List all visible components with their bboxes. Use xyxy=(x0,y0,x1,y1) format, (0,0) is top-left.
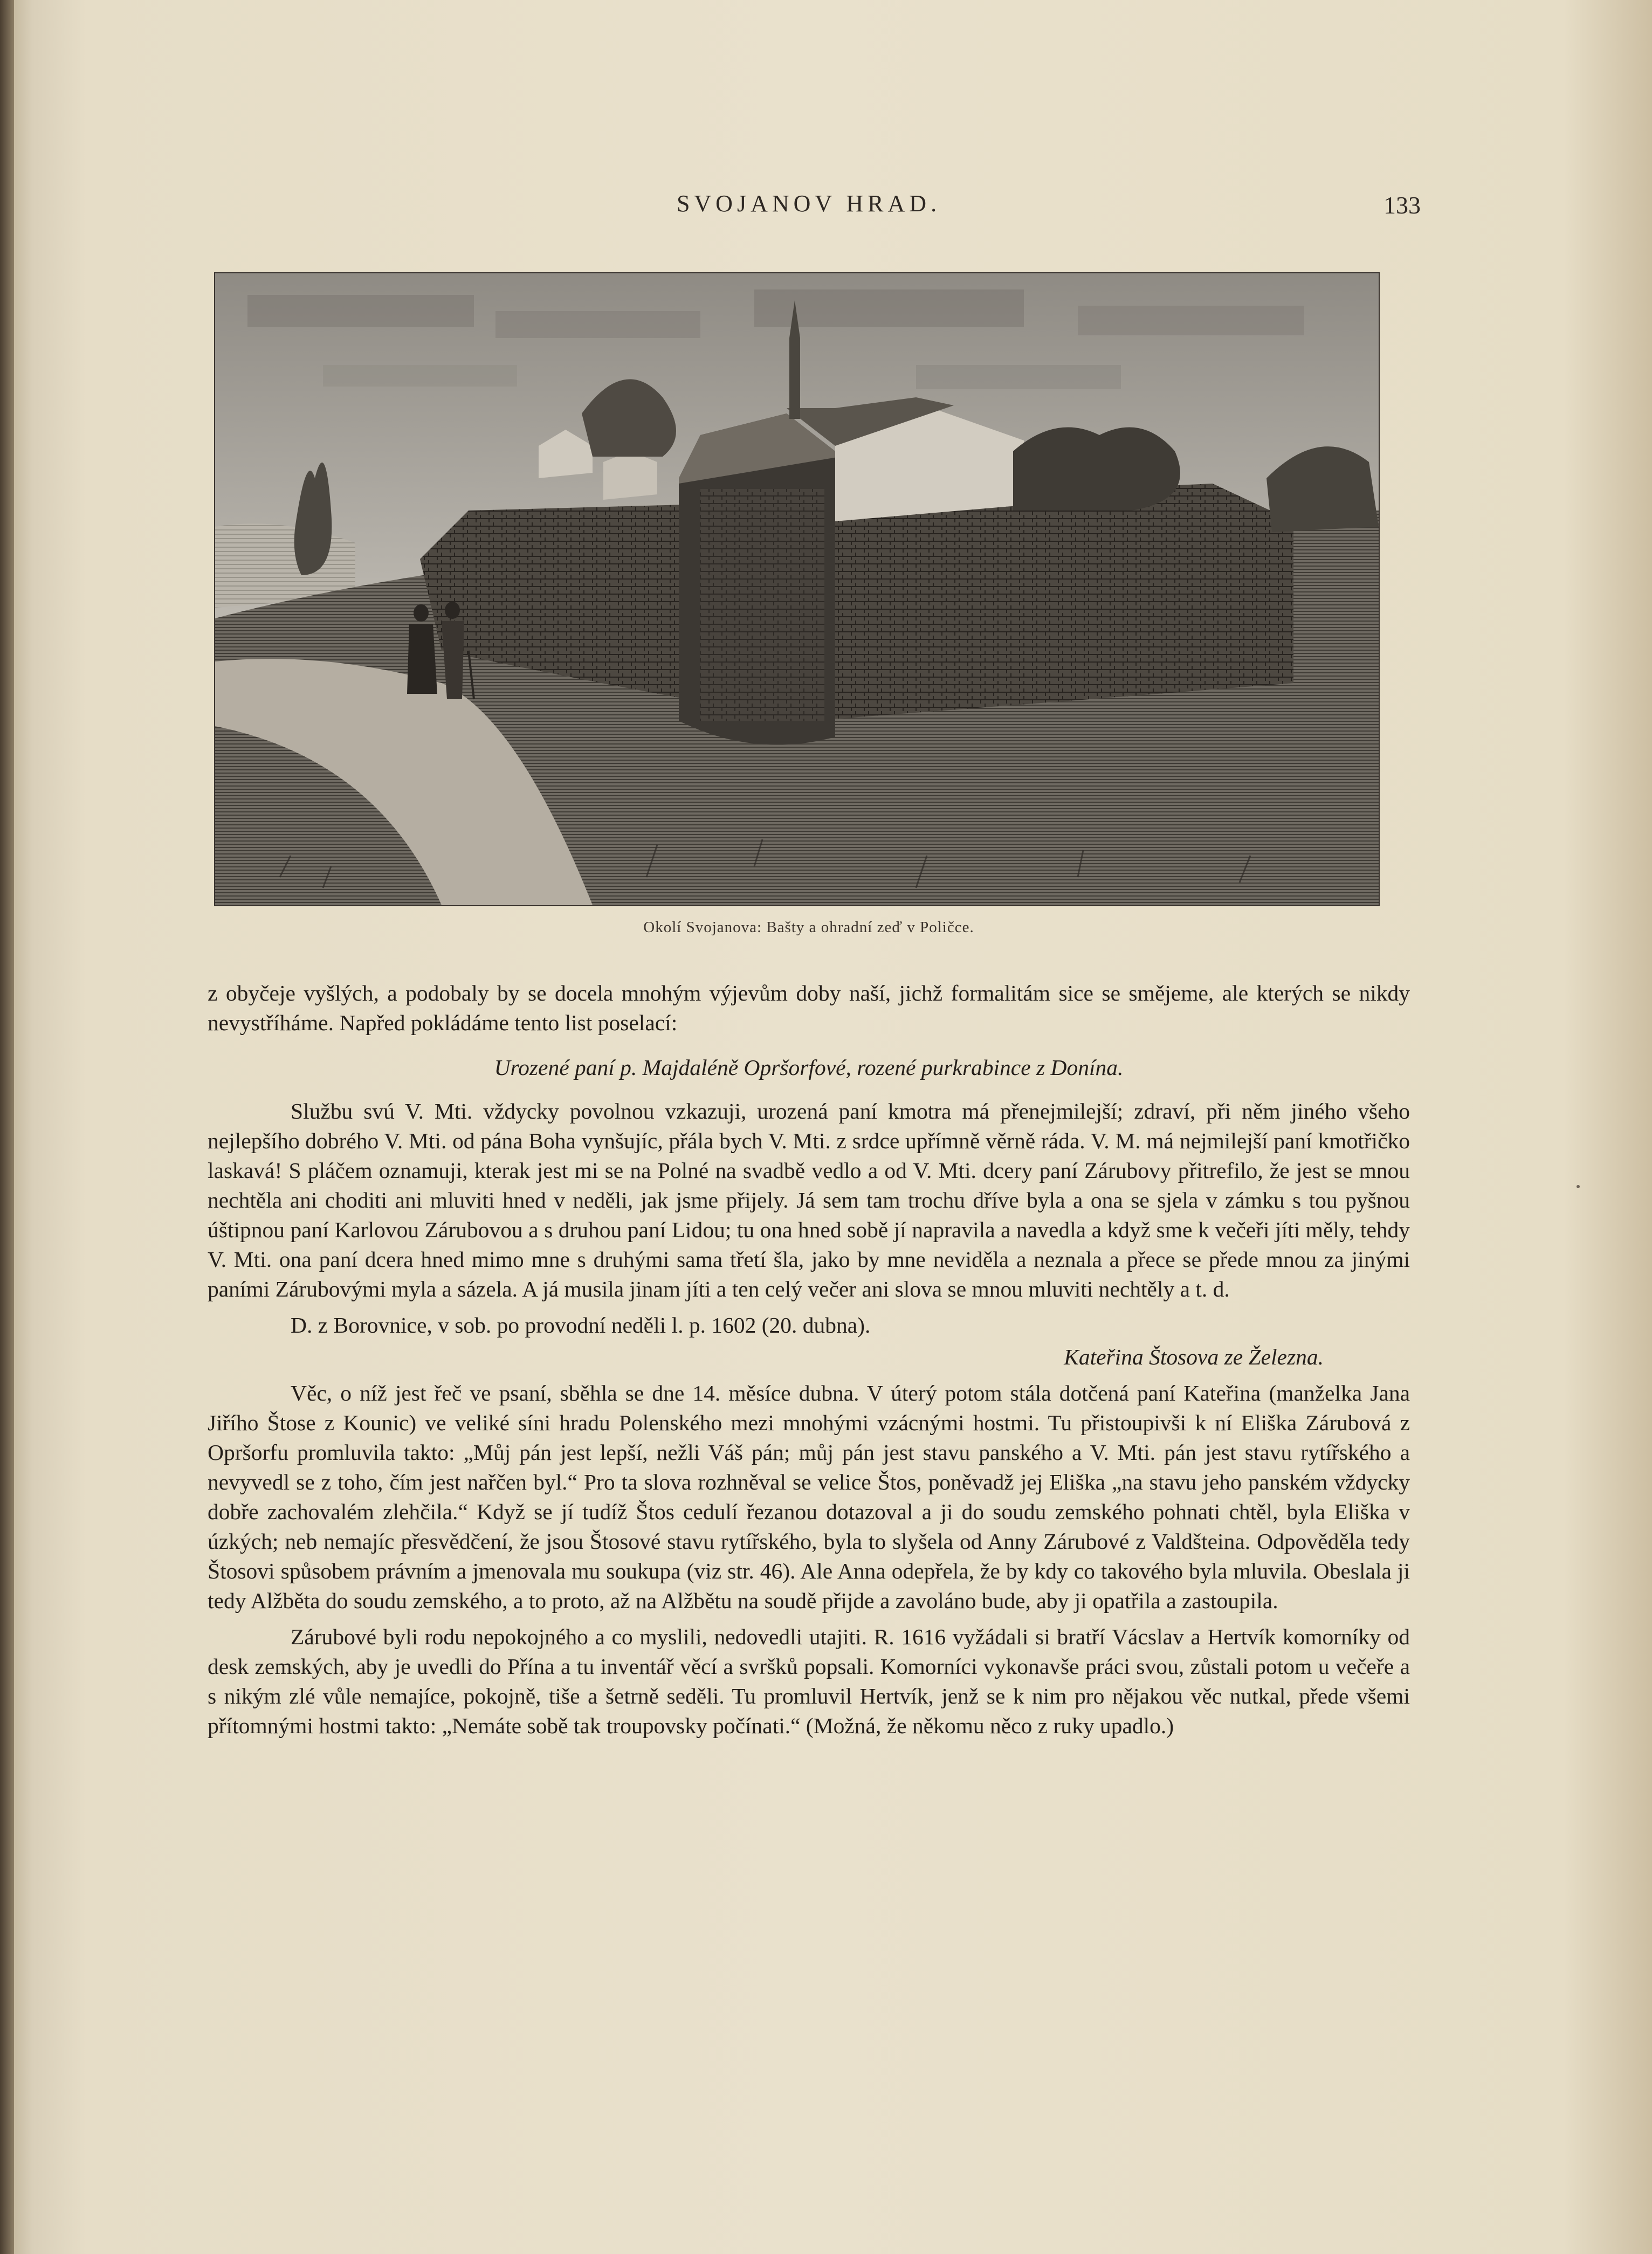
tower-masonry xyxy=(700,489,824,721)
page-binding-edge xyxy=(0,0,14,2254)
page-header xyxy=(208,190,1421,233)
paragraph: z obyčeje vyšlých, a podobaly by se docela mnohým výjevům doby naší, jichž formalitám sice se smějeme, ale kterých se nikdy nevystříháme. Napřed pokládáme tento list poselací: xyxy=(208,981,1410,1035)
letter-dateline: D. z Borovnice, v sob. po provodní neděli l. p. 1602 (20. dubna). xyxy=(291,1313,871,1338)
letter-body: Službu svú V. Mti. vždycky povolnou vzkazuji, urozená paní kmotra má přenejmilejší; zdraví, při něm jiného všeho nejlepšího dobrého V. Mti. od pána Boha vynšujíc, přála bych V. Mti. z srdce upřímně věrně ráda. V. M. má nejmilejší paní kmotřičko laskavá! S pláčem oznamuji, kterak jest mi se na Polné na svadbě vedlo a od V. Mti. dcery paní Zárubovy přitrefilo, že jest se mnou nechtěla ani choditi ani mluviti hned v neděli, jak jsme přijely. Já sem tam trochu dříve byla a ona se sjela v zámku s tou pyšnou úštipnou paní Karlovou Zárubovou a s druhou paní Lidou; tu ona hned sobě jí napravila a navedla a když sme k večeři jíti měly, tehdy V. Mti. ona paní dcera hned mimo mne s druhými sama třetí šla, jako by mne neviděla a neznala a přece se přede mnou za jinými paními Zárubovými myla a sázela. A já musila jinam jíti a ten celý večer ani slova se mnou mluviti nechtěly a t. d. xyxy=(208,1099,1410,1301)
engraving-illustration xyxy=(214,272,1380,906)
running-title: SVOJANOV HRAD. xyxy=(676,190,941,217)
tree-cluster xyxy=(1013,427,1180,511)
paragraph: Zárubové byli rodu nepokojného a co myslili, nedovedli utajiti. R. 1616 vyžádali si bratří Vácslav a Hertvík komorníky od desk zemských, aby je uvedli do Přína a tu inventář věcí a svršků popsali. Komorníci vykonavše práci svou, zůstali potom u večeře a s nikým zlé vůle nemajíce, pokojně, tiše a šetrně seděli. Tu promluvil Hertvík, jenž se k nim pro nějakou věc nutkal, přede všemi přítomnými hostmi takto: „Nemáte sobě tak troupovsky počínati.“ (Možná, že někomu něco z ruky upadlo.) xyxy=(208,1624,1410,1738)
figure-caption: Okolí Svojanova: Bašty a ohradní zeď v Poličce. xyxy=(643,919,974,936)
body-text xyxy=(208,978,1410,1747)
paper-speck xyxy=(1577,1185,1580,1188)
page-number: 133 xyxy=(1383,191,1421,219)
letter-signature: Kateřina Štosova ze Železna. xyxy=(1064,1345,1324,1369)
engraving-svg xyxy=(215,273,1379,905)
paragraph: Věc, o níž jest řeč ve psaní, sběhla se dne 14. měsíce dubna. V úterý potom stála dotčená paní Kateřina (manželka Jana Jiřího Štose z Kounic) ve veliké síni hradu Polenského mezi mnohými vzácnými hostmi. Tu přistoupivši k ní Eliška Zárubová z Opršorfu promluvila takto: „Můj pán jest lepší, nežli Váš pán; můj pán jest stavu panského a V. Mti. pán jest stavu rytířského a nevyvedl se z toho, čím jest nařčen byl.“ Pro ta slova rozhněval se velice Štos, poněvadž jej Eliška „na stavu jeho panském vždycky dobře zachovalém zlehčila.“ Když se jí tudíž Štos cedulí řezanou dotazoval a ji do soudu zemského pohnati chtěl, byla Eliška v úzkých; neb nemajíc přesvědčení, že jsou Štosové stavu rytířského, byla to slyšela od Anny Zárubové z Valdšteina. Odpověděla tedy Štosovi spůsobem právním a jmenovala mu soukupa (viz str. 46). Ale Anna odepřela, že by kdy co takového byla mluvila. Obeslala ji tedy Alžběta do soudu zemského, a to proto, až na Alžbětu na soudě přijde a zavoláno bude, aby ji opatřila a zastoupila. xyxy=(208,1381,1410,1613)
letter-address: Urozené paní p. Majdaléně Opršorfové, rozené purkrabince z Donína. xyxy=(494,1055,1124,1080)
